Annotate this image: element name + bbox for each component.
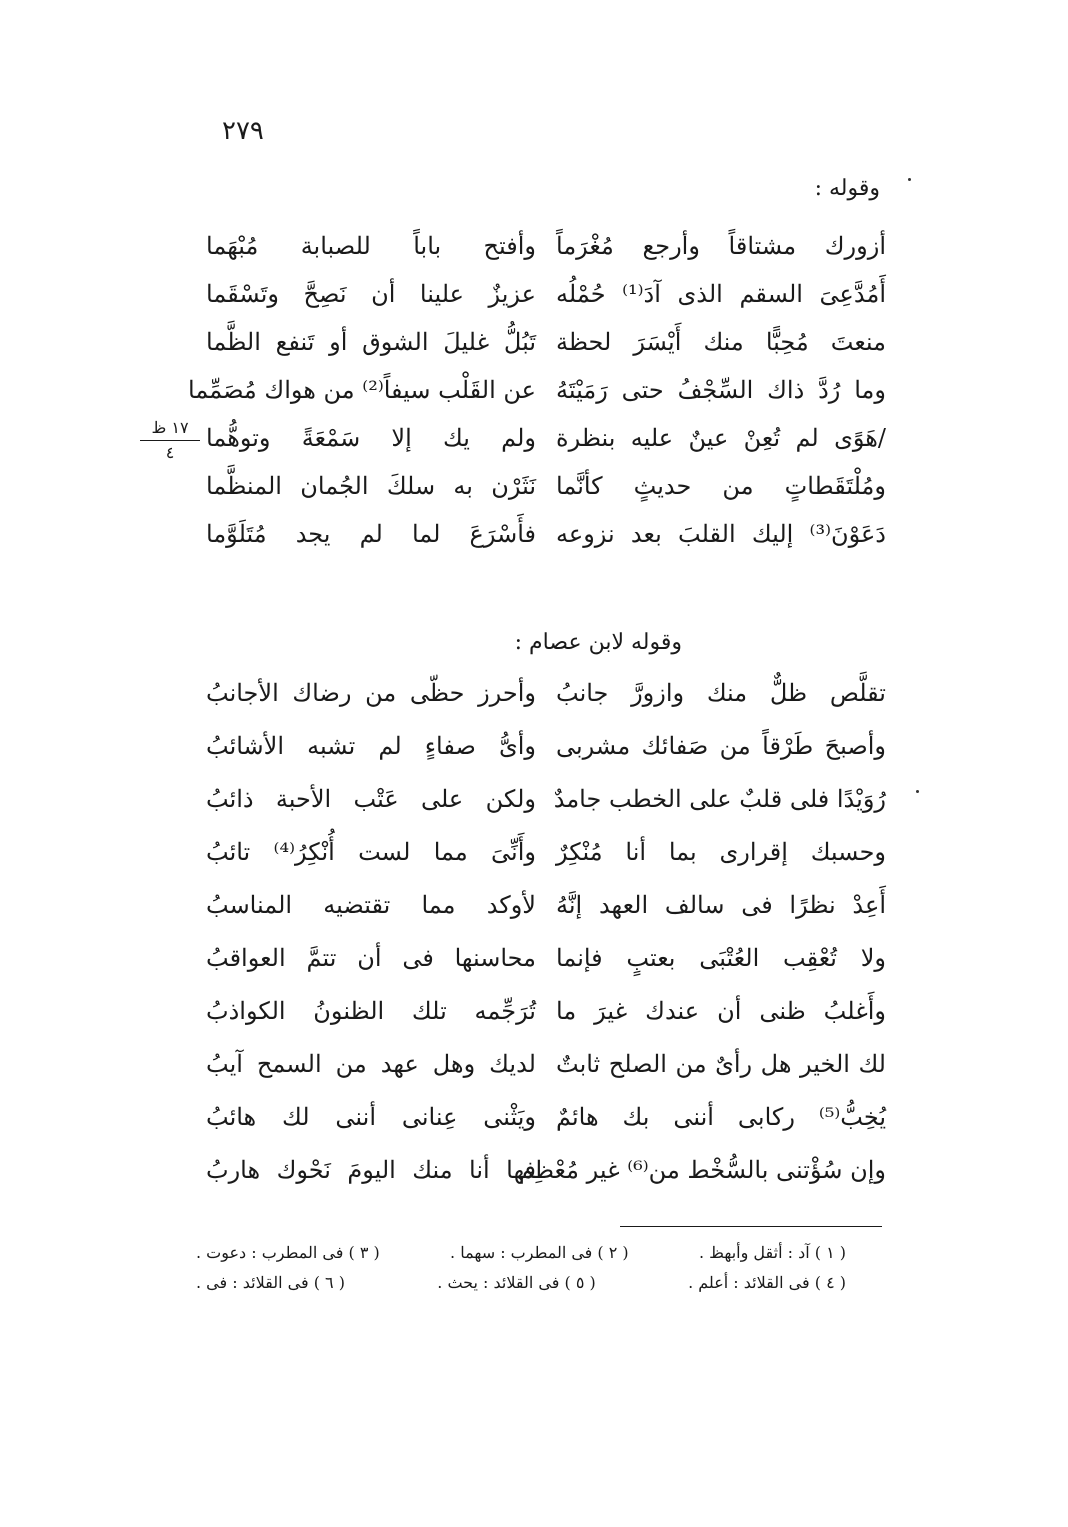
page-number: ٢٧٩ — [222, 116, 264, 146]
verse-row — [206, 318, 886, 366]
margin-reference-bottom: ٤ — [165, 443, 175, 462]
poem-block — [188, 222, 886, 558]
verse-row — [206, 878, 886, 931]
verse-row — [206, 1037, 886, 1090]
scan-speck — [908, 178, 911, 181]
section-heading: وقوله لابن عصام : — [514, 630, 682, 655]
margin-reference — [140, 418, 200, 463]
second-hemistich: وأَنِّىَ مما لست أُنْكِرُ⁽⁴⁾ تائبُ — [206, 837, 536, 866]
second-hemistich: فأَسْرَعَ لما لم يجد مُتَلَوَّما — [206, 520, 536, 548]
first-hemistich: أَعِدْ نظرًا فى سالف العهد إنَّهُ — [556, 890, 886, 919]
first-hemistich: ومُلْتَقَطاتٍ من حديثٍ كأنَّما — [556, 472, 886, 500]
first-hemistich: أزورك مشتاقاً وأرجع مُغْرَماً — [556, 232, 886, 260]
second-hemistich: عن القَلْب سيفاً⁽²⁾ من هواك مُصَمِّما — [188, 376, 536, 404]
footnote: ( ٤ ) فى القلائد : أعلم . — [688, 1273, 846, 1292]
second-hemistich: عزيزٌ علينا أن نَصِحَّ وتَسْقَما — [206, 280, 536, 308]
second-hemistich: وأفتح باباً للصبابة مُبْهَما — [206, 232, 536, 260]
first-hemistich: منعتَ مُحِبًّا منك أَيْسَرَ لحظة — [556, 328, 886, 356]
footnote: ( ٥ ) فى القلائد : يحث . — [437, 1273, 596, 1292]
first-hemistich: وأَغلبُ ظنى أن عندك غيرَ ما — [556, 996, 886, 1025]
second-hemistich: نَثَرْن به سلكَ الجُمان المنظَّما — [206, 472, 536, 500]
verse-row — [206, 666, 886, 719]
footnote-line — [196, 1238, 846, 1268]
first-hemistich: أَمُدَّعِىَ السقم الذى آدَ⁽¹⁾ حُمْلُه — [556, 280, 886, 308]
verse-row — [206, 222, 886, 270]
verse-row — [206, 772, 886, 825]
second-hemistich: ولم يك إلا سَمْعَةً وتوهُّما — [206, 424, 536, 452]
first-hemistich: وحسبك إقرارى بما أنا مُنْكِرٌ — [556, 837, 886, 866]
first-hemistich: يُخِبُّ⁽⁵⁾ ركابى أننى بك هائمٌ — [556, 1102, 886, 1131]
footnote: ( ٢ ) فى المطرب : سهما . — [450, 1243, 629, 1262]
second-hemistich: لديك وهل عهد من السمح آيبُ — [206, 1049, 536, 1078]
section-heading: وقوله : — [814, 176, 880, 201]
verse-row — [206, 1143, 886, 1196]
verse-row — [206, 510, 886, 558]
second-hemistich: لأوكد مما تقتضيه المناسبُ — [206, 890, 536, 919]
footnote-rule — [620, 1226, 882, 1227]
margin-reference-rule — [140, 440, 200, 441]
first-hemistich: دَعَوْنَ⁽³⁾ إليك القلبَ بعد نزوعه — [556, 520, 886, 548]
poem-block — [206, 666, 886, 1196]
verse-row — [206, 1090, 886, 1143]
footnote-line — [196, 1268, 846, 1298]
first-hemistich: تقلَّص ظلٌّ منك وازورَّ جانبُ — [556, 678, 886, 707]
second-hemistich: وأحرز حظّى من رضاك الأجانبُ — [206, 678, 536, 707]
second-hemistich: ولكن على عَتْب الأحبة ذائبُ — [206, 784, 536, 813]
first-hemistich: لك الخير هل رأىٌ من الصلح ثابتٌ — [556, 1049, 886, 1078]
verse-row — [206, 270, 886, 318]
first-hemistich: ولا تُعْقِب العُتْبَى بعتبٍ فإنما — [556, 943, 886, 972]
first-hemistich: /هَوًى لم تُعِنْ عينٌ عليه بنظرة — [556, 424, 886, 452]
verse-row — [206, 414, 886, 462]
scan-speck — [916, 790, 919, 793]
second-hemistich: تَبُلُّ غليلَ الشوق أو تَنفع الظَّما — [206, 328, 536, 356]
verse-row — [206, 825, 886, 878]
first-hemistich: وإن سُؤْتنى بالسُّخْط من⁽⁶⁾ غير مُعْظِم — [518, 1155, 886, 1184]
first-hemistich: وما رُدَّ ذاك السِّجْفُ حتى رَمَيْتَهُ — [556, 376, 886, 404]
footnote: ( ١ ) آد : أثقل وأبهظ . — [698, 1243, 846, 1262]
second-hemistich: تُرَجِّمه تلك الظنونُ الكواذبُ — [206, 996, 536, 1025]
second-hemistich: وأىُّ صفاءٍ لم تشبه الأشائبُ — [206, 731, 536, 760]
verse-row — [188, 366, 886, 414]
verse-row — [206, 719, 886, 772]
first-hemistich: رُوَيْدًا فلى قلبٌ على الخطب جامدٌ — [553, 784, 886, 813]
footnote: ( ٣ ) فى المطرب : دعوت . — [196, 1243, 380, 1262]
verse-row — [206, 462, 886, 510]
first-hemistich: وأصبحَ طَرْقاً من صَفائك مشربى — [556, 731, 886, 760]
footnote: ( ٦ ) فى القلائد : فى . — [196, 1273, 345, 1292]
second-hemistich: ويَثْنى عِنانى أننى لك هائبُ — [206, 1102, 536, 1131]
footnotes — [196, 1238, 846, 1298]
second-hemistich: فها أنا منك اليومَ نَحْوك هاربُ — [206, 1155, 536, 1184]
second-hemistich: محاسنها فى أن تتمَّ العواقبُ — [206, 943, 536, 972]
verse-row — [206, 984, 886, 1037]
verse-row — [206, 931, 886, 984]
margin-reference-top: ١٧ ظ — [151, 418, 189, 437]
